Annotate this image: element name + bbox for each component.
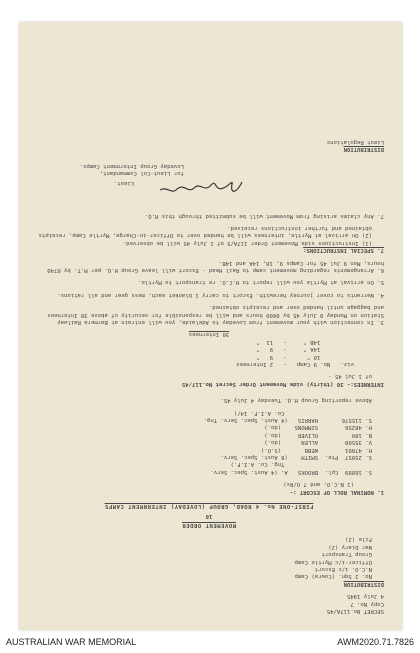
internee-row: 10 " - 9 "	[256, 353, 354, 360]
footer-distribution: DISTRIBUTION	[343, 146, 384, 153]
footer-note: Lieut Regulations	[326, 138, 384, 145]
escort-row: Tng. Co. A.I.F.)	[230, 461, 372, 468]
para-5: 5. On arrival at Myrtle you will report to H.C.O. re transport to Myrtle.	[138, 279, 384, 286]
caption-institution: AUSTRALIAN WAR MEMORIAL	[6, 636, 137, 647]
secret-ref: SECRET No.117A/45	[326, 608, 384, 614]
unit-title: FIRST-ONE No. 4 ROAD, GROUP (LOVEDAY) INTERNMENT CAMPS	[104, 503, 314, 510]
escort-row: H. 47001 WEBB (S.O.)	[260, 446, 372, 453]
para-6: 6. Arrangements regarding movement camp to Rail Head - Escort will leave Group H.Q. per M.T. by 0740 hours, Mon 9 Jul 45 for Camps 9, 10, 14A and 14B.	[47, 259, 384, 273]
doc-date: 4 July 1945	[346, 593, 384, 600]
internee-row: 14A " - 9 "	[256, 346, 354, 353]
distribution-item: No. 2 Sqn. (Cowra) Camp	[294, 573, 372, 580]
signature-unit: Loveday Group Internment Camps.	[79, 162, 184, 169]
distribution-item: N.C.O. i/c Escort	[314, 565, 372, 572]
escort-note: Above reporting Group H.Q. Tuesday 4 July 45.	[220, 397, 372, 404]
para-4: 4. Warrants to cover journey herewith. Escort to carry 1 blanket each, mess gear and all rations.	[57, 291, 384, 298]
escort-row: H. 48256 SIMMONS (do.)	[264, 424, 372, 431]
document-sheet	[19, 22, 402, 630]
signature-rank: Lieut.	[113, 180, 134, 187]
para-8: 7. Any claims arising from Movement will be submitted through this H.Q.	[144, 212, 384, 219]
escort-row: S. 25057 Pte. SMITH (8 Aust. Spec. Serv.	[220, 454, 372, 461]
escort-row: S. 115576 HARRIS (4 Aust. Spec. Serv. Tng.	[203, 417, 372, 424]
document-body	[34, 138, 384, 615]
section-escort-sub: (1 N.C.O. and 7 O/Rs)	[283, 481, 354, 488]
escort-row: V. 35500 ALLEN (do.)	[264, 439, 372, 446]
para-7-a: (1) Instructions vide Movement Order 117A/5 of 1 July 45 will be observed.	[122, 239, 372, 246]
copy-no: Copy No. 7	[350, 600, 384, 607]
internee-row: viz. No. 9 Camp - 2 Internees	[236, 361, 354, 368]
section-escort-title: 1. NOMINAL ROLL OF ESCORT :-	[289, 488, 384, 495]
archive-caption	[0, 630, 420, 653]
distribution-item: Group Transport	[321, 551, 372, 558]
section-internees-title: INTERNEES:- 30 (thirty) vide Movement Order Secret No.117/45	[181, 380, 384, 387]
distribution-header: DISTRIBUTION	[343, 580, 384, 587]
distribution-item: War Diary (2)	[328, 543, 372, 550]
signature-scrawl	[156, 176, 246, 198]
para-3: 3. In connection with your movement from Loveday to Adelaide, you will entrain at Barmera Railway Station on Monday 9 July 45 by 0800 hours and will be responsible for security of above 30 Internees and baggage until handed over and receipts obtained.	[47, 304, 384, 325]
internee-row: 14B " - 11 "	[256, 338, 354, 345]
caption-accession: AWM2020.71.7826	[337, 636, 414, 647]
internees-total: 30 Internees	[188, 331, 230, 338]
rotated-page	[19, 22, 402, 630]
escort-row: Co. A.I.F. 14/)	[233, 409, 372, 416]
para-7-title: 7. SPECIAL INSTRUCTIONS:	[303, 247, 384, 254]
para-7-b: (2) On arrival at Myrtle, internees will be handed over to Officer-in-Charge, Myrtle Camp, receipts obtained and further instructions received.	[38, 224, 372, 239]
signature-for: for Lieut-Col Commandant,	[99, 170, 184, 177]
order-number: 10	[205, 512, 213, 519]
distribution-item: Officer-i/c Myrtle Camp	[294, 558, 372, 565]
escort-row: N. 180 OLIVER (do.)	[264, 431, 372, 438]
escort-row: S. 16889 Cpl. BROOKS A. (4 Aust. Spec. Serv.	[210, 468, 372, 475]
order-title: MOVEMENT ORDER	[181, 521, 237, 528]
section-internees-sub: of 1 Jul 45 -	[328, 373, 372, 380]
distribution-item: File (2)	[345, 536, 372, 543]
